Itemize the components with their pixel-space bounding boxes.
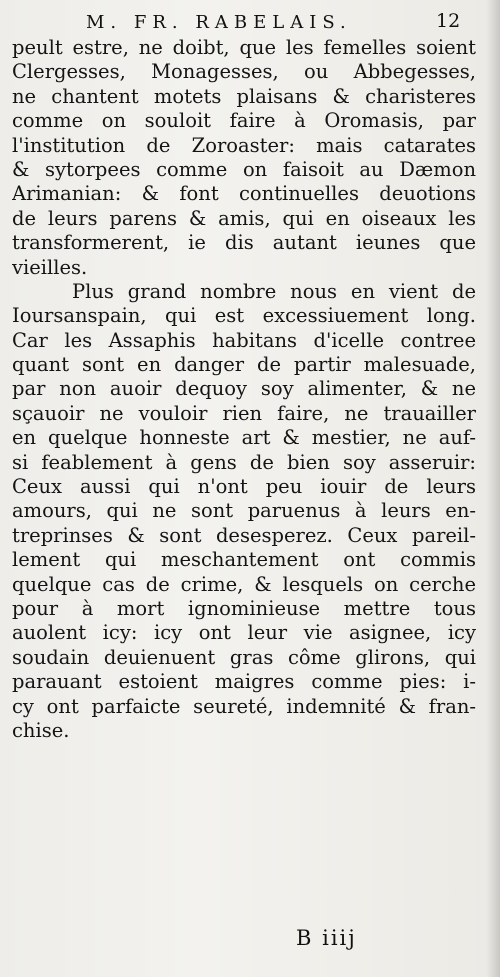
text-line: chise. — [12, 718, 70, 742]
text-line: treprinses & sont desesperez. Ceux pareil- — [12, 523, 476, 547]
text-line: transformerent, ie dis autant ieunes que — [12, 231, 476, 255]
text-line: peult estre, ne doibt, que les femelles soient — [12, 36, 476, 59]
page-number: 12 — [436, 10, 461, 32]
text-line: auolent icy: icy ont leur vie asignee, icy — [12, 621, 476, 645]
text-line: vieilles. — [12, 255, 88, 279]
text-line: & sytorpees comme on faisoit au Dæmon — [12, 157, 476, 181]
text-line: parauant estoient maigres comme pies: i- — [12, 670, 476, 694]
body-text — [12, 36, 476, 743]
text-line: Ioursanspain, qui est excessiuement long. — [12, 304, 476, 328]
running-header — [0, 4, 500, 32]
text-line: lement qui meschantement ont commis — [12, 548, 476, 572]
text-line: cy ont parfaicte seureté, indemnité & fran- — [12, 694, 476, 718]
text-line: l'institution de Zoroaster: mais catarates — [12, 133, 476, 157]
text-line: pour à mort ignominieuse mettre tous — [12, 596, 476, 620]
text-line: en quelque honneste art & mestier, ne auf- — [12, 426, 476, 450]
text-line: Arimanian: & font continuelles deuotions — [12, 182, 476, 206]
text-line: ne chantent motets plaisans & charisteres — [12, 84, 476, 108]
text-line: quelque cas de crime, & lesquels on cerche — [12, 572, 476, 596]
text-line: sçauoir ne vouloir rien faire, ne trauailler — [12, 401, 476, 425]
text-line: quant sont en danger de partir malesuade, — [12, 353, 476, 377]
text-line: amours, qui ne sont paruenus à leurs en- — [12, 499, 476, 523]
signature-mark: B iiij — [296, 926, 357, 950]
running-title: M. FR. RABELAIS. — [86, 12, 352, 33]
text-line: soudain deuienuent gras côme glirons, qui — [12, 645, 476, 669]
text-line: Clergesses, Monagesses, ou Abbegesses, — [12, 60, 476, 84]
text-line: comme on souloit faire à Oromasis, par — [12, 109, 476, 133]
page-edge-shadow — [486, 0, 500, 977]
paragraph-start-line: Plus grand nombre nous en vient de — [72, 279, 476, 303]
text-line: de leurs parens & amis, qui en oiseaux les — [12, 206, 476, 230]
text-line: par non auoir dequoy soy alimenter, & ne — [12, 377, 476, 401]
text-line: Car les Assaphis habitans d'icelle contree — [12, 328, 476, 352]
text-line: Ceux aussi qui n'ont peu iouir de leurs — [12, 475, 476, 499]
text-line: si feablement à gens de bien soy asseruir: — [12, 450, 476, 474]
